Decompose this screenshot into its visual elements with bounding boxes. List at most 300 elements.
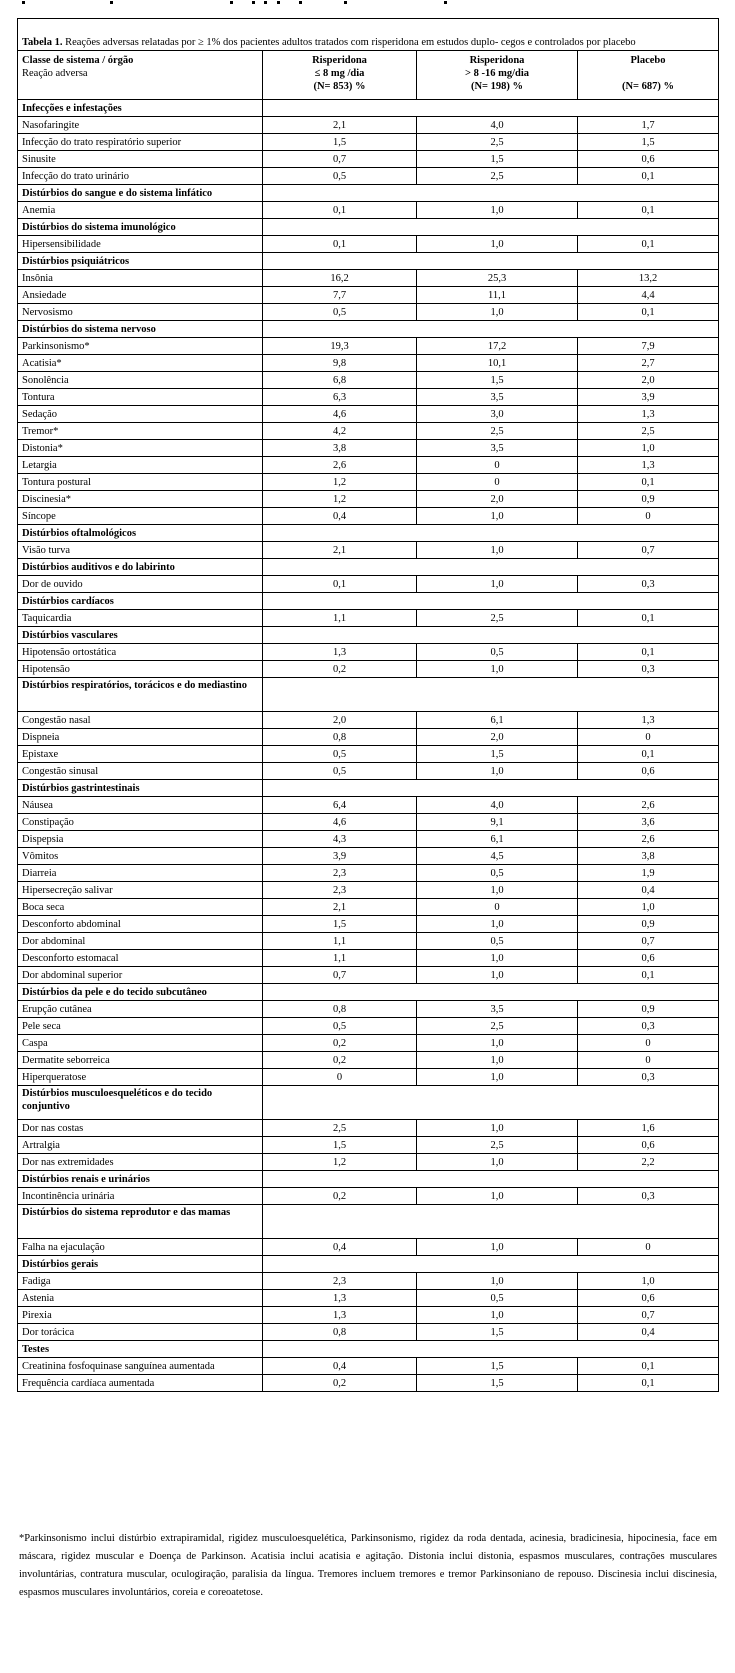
- placebo-cell: 1,0: [578, 440, 719, 457]
- table-caption: [18, 19, 719, 51]
- table-row: [18, 1273, 719, 1290]
- risperidone-16mg-cell: 0: [417, 474, 578, 491]
- group-name: Infecções e infestações: [18, 100, 263, 117]
- risperidone-16mg-cell: 6,1: [417, 712, 578, 729]
- placebo-cell: 0,3: [578, 1018, 719, 1035]
- group-name: Distúrbios cardíacos: [18, 593, 263, 610]
- reaction-cell: Artralgia: [18, 1137, 263, 1154]
- reaction-cell: Astenia: [18, 1290, 263, 1307]
- placebo-cell: 0,1: [578, 236, 719, 253]
- reaction-cell: Dor de ouvido: [18, 576, 263, 593]
- table-row: [18, 848, 719, 865]
- placebo-cell: 4,4: [578, 287, 719, 304]
- risperidone-16mg-cell: 1,5: [417, 1358, 578, 1375]
- table-row: [18, 151, 719, 168]
- placebo-cell: 0,3: [578, 1188, 719, 1205]
- table-row: [18, 1154, 719, 1171]
- table-row: [18, 1001, 719, 1018]
- placebo-cell: 0,7: [578, 933, 719, 950]
- table-row: [18, 763, 719, 780]
- risperidone-16mg-cell: 3,5: [417, 1001, 578, 1018]
- risperidone-8mg-cell: 3,9: [263, 848, 417, 865]
- placebo-cell: 13,2: [578, 270, 719, 287]
- risperidone-8mg-cell: 2,3: [263, 1273, 417, 1290]
- risperidone-8mg-cell: 1,1: [263, 950, 417, 967]
- placebo-cell: 2,5: [578, 423, 719, 440]
- risperidone-16mg-cell: 1,5: [417, 372, 578, 389]
- placebo-cell: 0,9: [578, 491, 719, 508]
- placebo-cell: 0,6: [578, 151, 719, 168]
- reaction-cell: Vômitos: [18, 848, 263, 865]
- risperidone-8mg-cell: 0,2: [263, 1052, 417, 1069]
- risperidone-16mg-cell: 2,0: [417, 491, 578, 508]
- group-name: Testes: [18, 1341, 263, 1358]
- table-row: [18, 899, 719, 916]
- reaction-cell: Dispneia: [18, 729, 263, 746]
- group-name: Distúrbios do sistema imunológico: [18, 219, 263, 236]
- table-row: [18, 916, 719, 933]
- reaction-cell: Diarreia: [18, 865, 263, 882]
- reaction-cell: Congestão sinusal: [18, 763, 263, 780]
- table-row: [18, 1035, 719, 1052]
- header-col1-subtitle: Reação adversa: [22, 68, 88, 79]
- risperidone-8mg-cell: 0,1: [263, 236, 417, 253]
- placebo-cell: 0,9: [578, 1001, 719, 1018]
- table-row: [18, 1324, 719, 1341]
- risperidone-8mg-cell: 7,7: [263, 287, 417, 304]
- header-col4-n: (N= 687) %: [621, 81, 675, 92]
- risperidone-8mg-cell: 0,2: [263, 661, 417, 678]
- header-col4-title: Placebo: [630, 55, 666, 66]
- table-row: [18, 406, 719, 423]
- risperidone-8mg-cell: 2,0: [263, 712, 417, 729]
- placebo-cell: 0,3: [578, 576, 719, 593]
- risperidone-8mg-cell: 0: [263, 1069, 417, 1086]
- placebo-cell: 0,1: [578, 1375, 719, 1392]
- reaction-cell: Frequência cardíaca aumentada: [18, 1375, 263, 1392]
- table-row: [18, 202, 719, 219]
- placebo-cell: 0,1: [578, 304, 719, 321]
- header-system-organ-class: [18, 51, 263, 100]
- risperidone-16mg-cell: 4,0: [417, 797, 578, 814]
- risperidone-8mg-cell: 16,2: [263, 270, 417, 287]
- reaction-cell: Dor torácica: [18, 1324, 263, 1341]
- table-row: [18, 168, 719, 185]
- risperidone-16mg-cell: 25,3: [417, 270, 578, 287]
- placebo-cell: 1,9: [578, 865, 719, 882]
- reaction-cell: Desconforto abdominal: [18, 916, 263, 933]
- risperidone-16mg-cell: 3,5: [417, 389, 578, 406]
- risperidone-8mg-cell: 0,5: [263, 168, 417, 185]
- reaction-cell: Taquicardia: [18, 610, 263, 627]
- placebo-cell: 0: [578, 508, 719, 525]
- risperidone-8mg-cell: 0,5: [263, 763, 417, 780]
- group-name: Distúrbios gerais: [18, 1256, 263, 1273]
- placebo-cell: 0,1: [578, 644, 719, 661]
- risperidone-16mg-cell: 1,0: [417, 1307, 578, 1324]
- risperidone-16mg-cell: 1,0: [417, 508, 578, 525]
- table-row: [18, 576, 719, 593]
- table-row: [18, 1358, 719, 1375]
- table-row: [18, 797, 719, 814]
- group-header-row: [18, 253, 719, 270]
- risperidone-16mg-cell: 11,1: [417, 287, 578, 304]
- reaction-cell: Visão turva: [18, 542, 263, 559]
- risperidone-8mg-cell: 2,1: [263, 899, 417, 916]
- reaction-cell: Incontinência urinária: [18, 1188, 263, 1205]
- risperidone-16mg-cell: 1,0: [417, 542, 578, 559]
- header-col3-n: (N= 198) %: [470, 81, 524, 92]
- reaction-cell: Boca seca: [18, 899, 263, 916]
- risperidone-8mg-cell: 0,4: [263, 1358, 417, 1375]
- reaction-cell: Nervosismo: [18, 304, 263, 321]
- header-col1-title: Classe de sistema / órgão: [22, 55, 134, 66]
- risperidone-16mg-cell: 10,1: [417, 355, 578, 372]
- header-col3-dose: > 8 -16 mg/dia: [464, 68, 530, 79]
- table-row: [18, 236, 719, 253]
- table-row: [18, 1290, 719, 1307]
- risperidone-16mg-cell: 1,5: [417, 1375, 578, 1392]
- group-name: Distúrbios psiquiátricos: [18, 253, 263, 270]
- reaction-cell: Sedação: [18, 406, 263, 423]
- placebo-cell: 0,7: [578, 1307, 719, 1324]
- risperidone-16mg-cell: 1,0: [417, 202, 578, 219]
- reaction-cell: Dermatite seborreica: [18, 1052, 263, 1069]
- reaction-cell: Tremor*: [18, 423, 263, 440]
- reaction-cell: Discinesia*: [18, 491, 263, 508]
- table-row: [18, 372, 719, 389]
- risperidone-8mg-cell: 1,3: [263, 1290, 417, 1307]
- placebo-cell: 1,3: [578, 712, 719, 729]
- risperidone-16mg-cell: 4,5: [417, 848, 578, 865]
- group-empty-cell: [263, 984, 719, 1001]
- placebo-cell: 2,6: [578, 797, 719, 814]
- table-row: [18, 338, 719, 355]
- placebo-cell: 0,3: [578, 1069, 719, 1086]
- placebo-cell: 3,6: [578, 814, 719, 831]
- group-name: Distúrbios respiratórios, torácicos e do mediastino: [18, 678, 263, 712]
- risperidone-8mg-cell: 0,8: [263, 1001, 417, 1018]
- group-header-row: [18, 678, 719, 712]
- group-header-row: [18, 593, 719, 610]
- placebo-cell: 0,1: [578, 474, 719, 491]
- table-row: [18, 1018, 719, 1035]
- reaction-cell: Hipersensibilidade: [18, 236, 263, 253]
- risperidone-8mg-cell: 4,3: [263, 831, 417, 848]
- risperidone-16mg-cell: 1,5: [417, 151, 578, 168]
- reaction-cell: Tontura postural: [18, 474, 263, 491]
- group-name: Distúrbios do sangue e do sistema linfático: [18, 185, 263, 202]
- risperidone-8mg-cell: 6,3: [263, 389, 417, 406]
- risperidone-16mg-cell: 2,5: [417, 134, 578, 151]
- group-empty-cell: [263, 678, 719, 712]
- reaction-cell: Dor abdominal: [18, 933, 263, 950]
- placebo-cell: 0,1: [578, 967, 719, 984]
- risperidone-16mg-cell: 2,0: [417, 729, 578, 746]
- table-row: [18, 1188, 719, 1205]
- placebo-cell: 1,3: [578, 406, 719, 423]
- adverse-reactions-table: [17, 18, 719, 1392]
- table-footnote: *Parkinsonismo inclui distúrbio extrapiramidal, rigidez musculoesquelética, Parkinsonismo, rigidez da roda dentada, acinesia, bradicinesia, hipocinesia, face em máscara, rigidez muscular e Doença de Parkinson. Acatisia inclui acatisia e agitação. Distonia inclui distonia, espasmos musculares, contrações musculares involuntárias, contratura muscular, oculogiração, paralisia da língua. Tremores incluem tremores e tremor Parkinsoniano de repouso. Discinesia inclui discinesia, espasmos musculares involuntários, coreia e coreoatetose.: [19, 1533, 717, 1598]
- reaction-cell: Anemia: [18, 202, 263, 219]
- risperidone-16mg-cell: 3,0: [417, 406, 578, 423]
- group-empty-cell: [263, 253, 719, 270]
- reaction-cell: Caspa: [18, 1035, 263, 1052]
- risperidone-8mg-cell: 9,8: [263, 355, 417, 372]
- group-header-row: [18, 1341, 719, 1358]
- table-row: [18, 814, 719, 831]
- risperidone-16mg-cell: 2,5: [417, 610, 578, 627]
- reaction-cell: Náusea: [18, 797, 263, 814]
- reaction-cell: Infecção do trato respiratório superior: [18, 134, 263, 151]
- risperidone-16mg-cell: 1,0: [417, 1069, 578, 1086]
- reaction-cell: Dispepsia: [18, 831, 263, 848]
- scan-artifact-marks: [14, 0, 494, 8]
- header-col2-dose: ≤ 8 mg /dia: [314, 68, 365, 79]
- risperidone-16mg-cell: 2,5: [417, 1018, 578, 1035]
- reaction-cell: Acatisia*: [18, 355, 263, 372]
- table-row: [18, 712, 719, 729]
- risperidone-8mg-cell: 1,2: [263, 491, 417, 508]
- risperidone-16mg-cell: 2,5: [417, 423, 578, 440]
- reaction-cell: Epistaxe: [18, 746, 263, 763]
- group-empty-cell: [263, 1256, 719, 1273]
- reaction-cell: Tontura: [18, 389, 263, 406]
- group-name: Distúrbios da pele e do tecido subcutâneo: [18, 984, 263, 1001]
- risperidone-8mg-cell: 2,3: [263, 865, 417, 882]
- risperidone-16mg-cell: 0,5: [417, 865, 578, 882]
- group-empty-cell: [263, 1171, 719, 1188]
- risperidone-8mg-cell: 0,2: [263, 1035, 417, 1052]
- risperidone-8mg-cell: 0,2: [263, 1375, 417, 1392]
- table-row: [18, 134, 719, 151]
- risperidone-16mg-cell: 1,0: [417, 1035, 578, 1052]
- risperidone-16mg-cell: 17,2: [417, 338, 578, 355]
- risperidone-8mg-cell: 1,3: [263, 1307, 417, 1324]
- risperidone-8mg-cell: 0,4: [263, 508, 417, 525]
- placebo-cell: 0,1: [578, 202, 719, 219]
- placebo-cell: 0,6: [578, 763, 719, 780]
- placebo-cell: 0: [578, 1035, 719, 1052]
- risperidone-16mg-cell: 1,0: [417, 661, 578, 678]
- risperidone-8mg-cell: 0,5: [263, 1018, 417, 1035]
- group-name: Distúrbios do sistema nervoso: [18, 321, 263, 338]
- header-col2-title: Risperidona: [312, 55, 367, 66]
- risperidone-8mg-cell: 2,5: [263, 1120, 417, 1137]
- group-name: Distúrbios oftalmológicos: [18, 525, 263, 542]
- group-name: Distúrbios do sistema reprodutor e das mamas: [18, 1205, 263, 1239]
- table-row: [18, 423, 719, 440]
- group-empty-cell: [263, 100, 719, 117]
- placebo-cell: 1,6: [578, 1120, 719, 1137]
- risperidone-8mg-cell: 1,5: [263, 134, 417, 151]
- risperidone-8mg-cell: 6,8: [263, 372, 417, 389]
- risperidone-8mg-cell: 1,1: [263, 933, 417, 950]
- group-header-row: [18, 984, 719, 1001]
- risperidone-8mg-cell: 0,8: [263, 729, 417, 746]
- risperidone-16mg-cell: 1,0: [417, 1188, 578, 1205]
- table-header-row: [18, 51, 719, 100]
- risperidone-8mg-cell: 0,8: [263, 1324, 417, 1341]
- placebo-cell: 0,7: [578, 542, 719, 559]
- risperidone-16mg-cell: 1,0: [417, 304, 578, 321]
- placebo-cell: 0,1: [578, 168, 719, 185]
- risperidone-16mg-cell: 0: [417, 899, 578, 916]
- risperidone-16mg-cell: 0,5: [417, 933, 578, 950]
- reaction-cell: Síncope: [18, 508, 263, 525]
- table-row: [18, 967, 719, 984]
- risperidone-8mg-cell: 2,1: [263, 117, 417, 134]
- group-name: Distúrbios musculoesqueléticos e do tecido conjuntivo: [18, 1086, 263, 1120]
- risperidone-16mg-cell: 1,5: [417, 746, 578, 763]
- risperidone-16mg-cell: 1,0: [417, 1120, 578, 1137]
- reaction-cell: Parkinsonismo*: [18, 338, 263, 355]
- header-col3-title: Risperidona: [469, 55, 525, 66]
- risperidone-16mg-cell: 1,0: [417, 1154, 578, 1171]
- risperidone-16mg-cell: 1,0: [417, 576, 578, 593]
- placebo-cell: 0: [578, 1239, 719, 1256]
- group-empty-cell: [263, 321, 719, 338]
- reaction-cell: Hipersecreção salivar: [18, 882, 263, 899]
- reaction-cell: Sinusite: [18, 151, 263, 168]
- risperidone-16mg-cell: 9,1: [417, 814, 578, 831]
- table-row: [18, 117, 719, 134]
- risperidone-8mg-cell: 1,5: [263, 916, 417, 933]
- risperidone-16mg-cell: 0,5: [417, 1290, 578, 1307]
- group-header-row: [18, 100, 719, 117]
- table-row: [18, 882, 719, 899]
- placebo-cell: 0,1: [578, 746, 719, 763]
- group-header-row: [18, 1086, 719, 1120]
- risperidone-16mg-cell: 6,1: [417, 831, 578, 848]
- reaction-cell: Erupção cutânea: [18, 1001, 263, 1018]
- table-row: [18, 1375, 719, 1392]
- group-empty-cell: [263, 1341, 719, 1358]
- placebo-cell: 1,5: [578, 134, 719, 151]
- table-row: [18, 389, 719, 406]
- reaction-cell: Constipação: [18, 814, 263, 831]
- risperidone-16mg-cell: 0,5: [417, 644, 578, 661]
- reaction-cell: Falha na ejaculação: [18, 1239, 263, 1256]
- risperidone-8mg-cell: 4,6: [263, 406, 417, 423]
- reaction-cell: Congestão nasal: [18, 712, 263, 729]
- placebo-cell: 3,9: [578, 389, 719, 406]
- risperidone-16mg-cell: 1,5: [417, 1324, 578, 1341]
- risperidone-16mg-cell: 1,0: [417, 950, 578, 967]
- risperidone-16mg-cell: 4,0: [417, 117, 578, 134]
- table-row: [18, 610, 719, 627]
- group-header-row: [18, 627, 719, 644]
- risperidone-8mg-cell: 2,1: [263, 542, 417, 559]
- reaction-cell: Pele seca: [18, 1018, 263, 1035]
- table-row: [18, 1307, 719, 1324]
- risperidone-8mg-cell: 0,1: [263, 202, 417, 219]
- header-risperidone-8mg: [263, 51, 417, 100]
- risperidone-16mg-cell: 1,0: [417, 1052, 578, 1069]
- risperidone-16mg-cell: 2,5: [417, 1137, 578, 1154]
- group-header-row: [18, 559, 719, 576]
- risperidone-16mg-cell: 0: [417, 457, 578, 474]
- header-col2-n: (N= 853) %: [313, 81, 366, 92]
- risperidone-8mg-cell: 1,3: [263, 644, 417, 661]
- group-empty-cell: [263, 1205, 719, 1239]
- risperidone-8mg-cell: 4,2: [263, 423, 417, 440]
- risperidone-8mg-cell: 2,6: [263, 457, 417, 474]
- table-row: [18, 1052, 719, 1069]
- risperidone-16mg-cell: 3,5: [417, 440, 578, 457]
- table-row: [18, 933, 719, 950]
- table-row: [18, 644, 719, 661]
- reaction-cell: Dor nas extremidades: [18, 1154, 263, 1171]
- header-risperidone-16mg: [417, 51, 578, 100]
- risperidone-8mg-cell: 1,1: [263, 610, 417, 627]
- reaction-cell: Distonia*: [18, 440, 263, 457]
- risperidone-8mg-cell: 1,2: [263, 474, 417, 491]
- placebo-cell: 0,6: [578, 950, 719, 967]
- group-header-row: [18, 1205, 719, 1239]
- risperidone-16mg-cell: 1,0: [417, 763, 578, 780]
- group-empty-cell: [263, 185, 719, 202]
- table-row: [18, 491, 719, 508]
- reaction-cell: Nasofaringite: [18, 117, 263, 134]
- reaction-cell: Ansiedade: [18, 287, 263, 304]
- placebo-cell: 2,6: [578, 831, 719, 848]
- risperidone-8mg-cell: 6,4: [263, 797, 417, 814]
- placebo-cell: 7,9: [578, 338, 719, 355]
- reaction-cell: Insônia: [18, 270, 263, 287]
- risperidone-16mg-cell: 1,0: [417, 1239, 578, 1256]
- risperidone-8mg-cell: 0,7: [263, 151, 417, 168]
- risperidone-8mg-cell: 4,6: [263, 814, 417, 831]
- placebo-cell: 0: [578, 1052, 719, 1069]
- risperidone-8mg-cell: 0,2: [263, 1188, 417, 1205]
- group-empty-cell: [263, 1086, 719, 1120]
- placebo-cell: 0,3: [578, 661, 719, 678]
- placebo-cell: 1,7: [578, 117, 719, 134]
- group-header-row: [18, 1171, 719, 1188]
- risperidone-8mg-cell: 0,5: [263, 304, 417, 321]
- table-row: [18, 1120, 719, 1137]
- placebo-cell: 2,0: [578, 372, 719, 389]
- risperidone-16mg-cell: 1,0: [417, 1273, 578, 1290]
- table-row: [18, 1239, 719, 1256]
- reaction-cell: Infecção do trato urinário: [18, 168, 263, 185]
- table-row: [18, 1069, 719, 1086]
- table-row: [18, 508, 719, 525]
- table-row: [18, 746, 719, 763]
- group-header-row: [18, 1256, 719, 1273]
- placebo-cell: 0,6: [578, 1137, 719, 1154]
- risperidone-16mg-cell: 1,0: [417, 916, 578, 933]
- placebo-cell: 0,4: [578, 1324, 719, 1341]
- reaction-cell: Hipotensão ortostática: [18, 644, 263, 661]
- reaction-cell: Creatinina fosfoquinase sanguínea aumentada: [18, 1358, 263, 1375]
- risperidone-8mg-cell: 1,2: [263, 1154, 417, 1171]
- placebo-cell: 3,8: [578, 848, 719, 865]
- reaction-cell: Desconforto estomacal: [18, 950, 263, 967]
- header-placebo: [578, 51, 719, 100]
- reaction-cell: Fadiga: [18, 1273, 263, 1290]
- table-row: [18, 270, 719, 287]
- table-caption-row: [18, 19, 719, 51]
- table-row: [18, 440, 719, 457]
- risperidone-8mg-cell: 0,7: [263, 967, 417, 984]
- table-row: [18, 304, 719, 321]
- table-row: [18, 950, 719, 967]
- group-header-row: [18, 525, 719, 542]
- placebo-cell: 0,1: [578, 610, 719, 627]
- group-empty-cell: [263, 593, 719, 610]
